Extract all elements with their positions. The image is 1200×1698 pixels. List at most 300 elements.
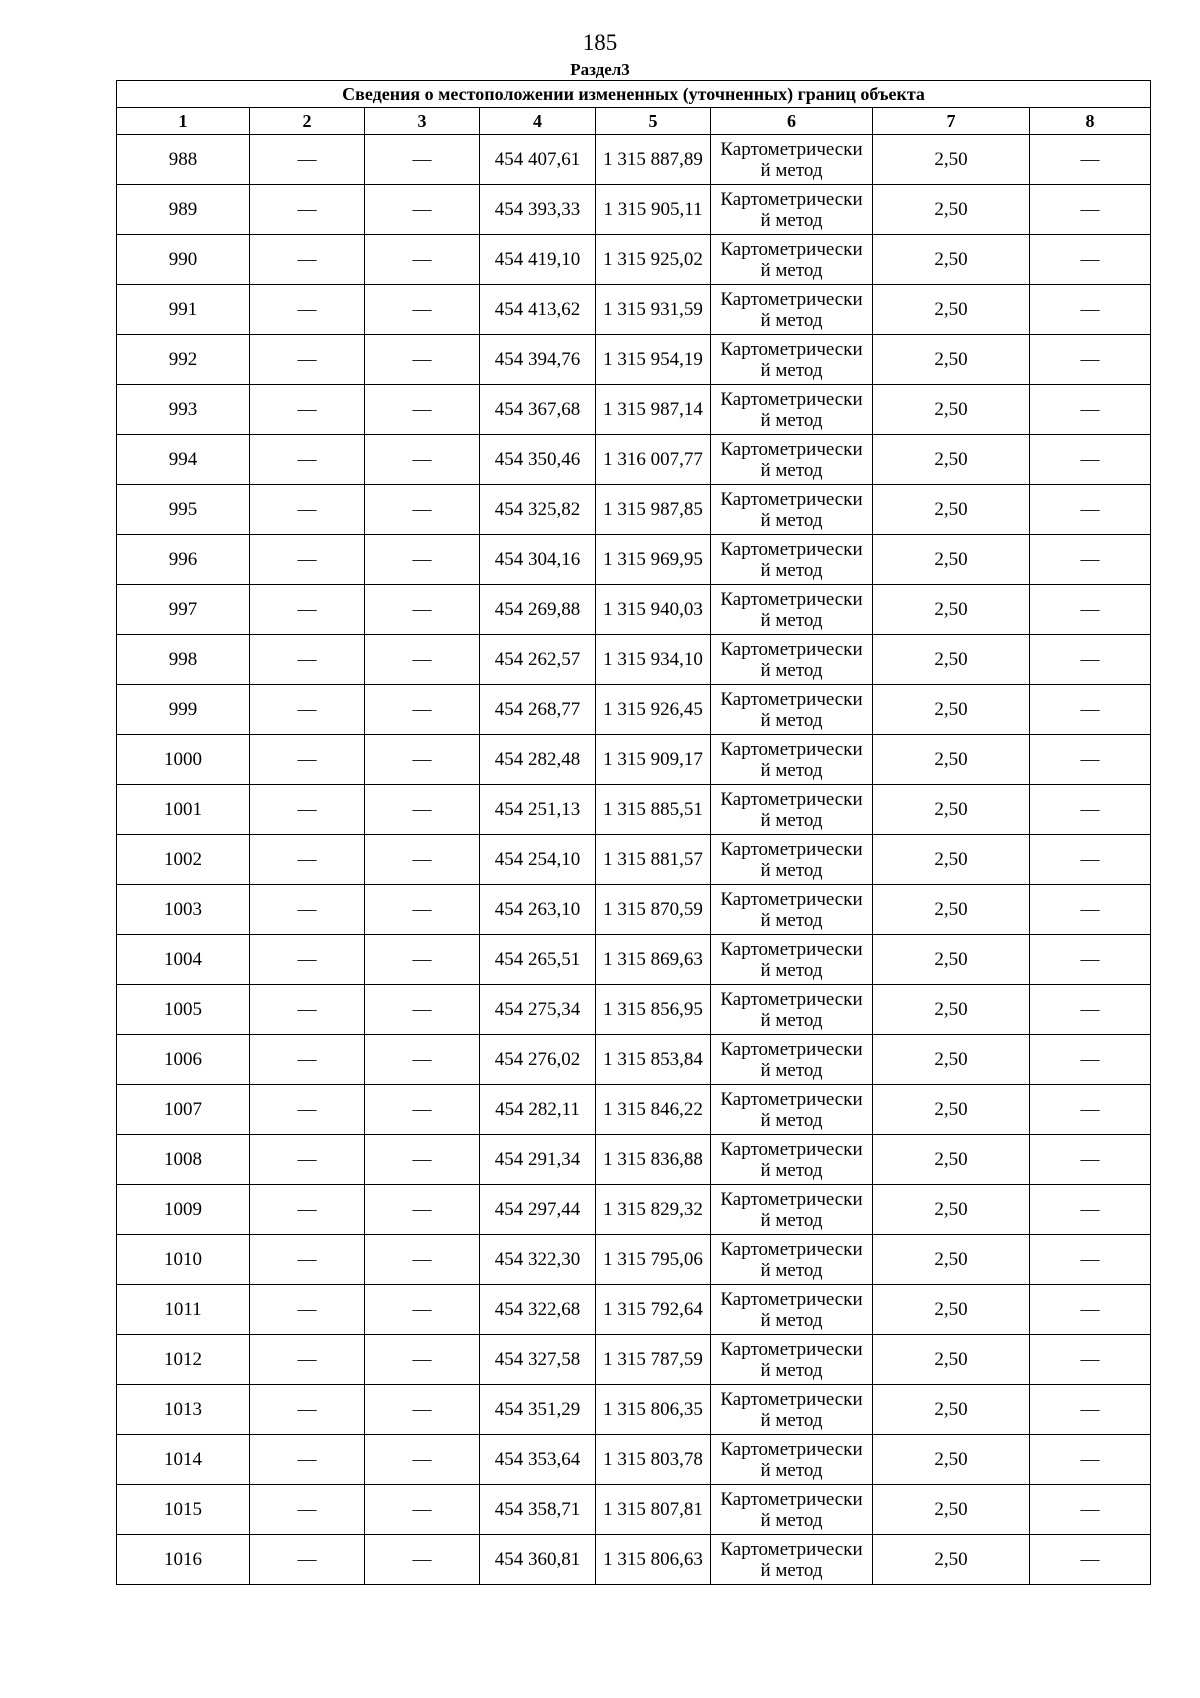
coordinate-y: 1 315 885,51 <box>596 785 711 835</box>
empty-cell: — <box>1030 1185 1151 1235</box>
method-cell <box>711 685 873 735</box>
accuracy-value: 2,50 <box>873 1385 1030 1435</box>
method-cell <box>711 1435 873 1485</box>
coordinate-x: 454 419,10 <box>480 235 596 285</box>
empty-cell: — <box>1030 1535 1151 1585</box>
empty-cell: — <box>1030 185 1151 235</box>
method-cell <box>711 785 873 835</box>
empty-cell: — <box>250 185 365 235</box>
empty-cell: — <box>1030 885 1151 935</box>
coordinate-y: 1 315 940,03 <box>596 585 711 635</box>
empty-cell: — <box>365 685 480 735</box>
table-row <box>117 735 1151 785</box>
method-cell <box>711 435 873 485</box>
table-row <box>117 385 1151 435</box>
empty-cell: — <box>1030 1135 1151 1185</box>
accuracy-value: 2,50 <box>873 1185 1030 1235</box>
coordinate-x: 454 276,02 <box>480 1035 596 1085</box>
method-line-1: Картометрически <box>720 1388 863 1410</box>
method-line-2: й метод <box>760 959 823 981</box>
column-number: 2 <box>250 108 365 135</box>
method-line-1: Картометрически <box>720 988 863 1010</box>
method-line-2: й метод <box>760 809 823 831</box>
accuracy-value: 2,50 <box>873 1285 1030 1335</box>
empty-cell: — <box>1030 635 1151 685</box>
coordinate-y: 1 315 846,22 <box>596 1085 711 1135</box>
method-line-1: Картометрически <box>720 1188 863 1210</box>
column-number: 3 <box>365 108 480 135</box>
coordinate-x: 454 269,88 <box>480 585 596 635</box>
page-number: 185 <box>582 30 618 55</box>
accuracy-value: 2,50 <box>873 1135 1030 1185</box>
method-cell <box>711 635 873 685</box>
table-caption: Сведения о местоположении измененных (уточненных) границ объекта <box>117 81 1151 108</box>
method-line-1: Картометрически <box>720 1438 863 1460</box>
coordinate-y: 1 315 870,59 <box>596 885 711 935</box>
empty-cell: — <box>250 835 365 885</box>
method-line-1: Картометрически <box>720 338 863 360</box>
accuracy-value: 2,50 <box>873 335 1030 385</box>
coordinate-x: 454 327,58 <box>480 1335 596 1385</box>
method-line-2: й метод <box>760 459 823 481</box>
empty-cell: — <box>365 1135 480 1185</box>
empty-cell: — <box>250 1485 365 1535</box>
coordinate-y: 1 315 934,10 <box>596 635 711 685</box>
empty-cell: — <box>365 735 480 785</box>
point-number: 1013 <box>117 1385 250 1435</box>
method-line-2: й метод <box>760 1059 823 1081</box>
empty-cell: — <box>1030 785 1151 835</box>
empty-cell: — <box>250 1535 365 1585</box>
point-number: 1016 <box>117 1535 250 1585</box>
method-line-2: й метод <box>760 709 823 731</box>
empty-cell: — <box>250 1135 365 1185</box>
table-row <box>117 635 1151 685</box>
empty-cell: — <box>1030 1085 1151 1135</box>
method-line-1: Картометрически <box>720 888 863 910</box>
accuracy-value: 2,50 <box>873 435 1030 485</box>
accuracy-value: 2,50 <box>873 285 1030 335</box>
empty-cell: — <box>250 685 365 735</box>
empty-cell: — <box>365 335 480 385</box>
method-line-1: Картометрически <box>720 938 863 960</box>
table-row <box>117 785 1151 835</box>
method-cell <box>711 1535 873 1585</box>
empty-cell: — <box>250 985 365 1035</box>
empty-cell: — <box>1030 1235 1151 1285</box>
table-row <box>117 1535 1151 1585</box>
accuracy-value: 2,50 <box>873 535 1030 585</box>
coordinate-x: 454 325,82 <box>480 485 596 535</box>
accuracy-value: 2,50 <box>873 485 1030 535</box>
empty-cell: — <box>1030 685 1151 735</box>
point-number: 991 <box>117 285 250 335</box>
empty-cell: — <box>1030 535 1151 585</box>
empty-cell: — <box>365 585 480 635</box>
method-line-1: Картометрически <box>720 388 863 410</box>
accuracy-value: 2,50 <box>873 935 1030 985</box>
empty-cell: — <box>250 1285 365 1335</box>
table-row <box>117 435 1151 485</box>
accuracy-value: 2,50 <box>873 1035 1030 1085</box>
accuracy-value: 2,50 <box>873 135 1030 185</box>
section-title: Раздел3 <box>570 60 630 79</box>
method-cell <box>711 1035 873 1085</box>
empty-cell: — <box>1030 435 1151 485</box>
point-number: 999 <box>117 685 250 735</box>
column-number: 6 <box>711 108 873 135</box>
method-line-1: Картометрически <box>720 288 863 310</box>
empty-cell: — <box>365 1085 480 1135</box>
point-number: 995 <box>117 485 250 535</box>
coordinate-y: 1 315 806,35 <box>596 1385 711 1435</box>
method-line-1: Картометрически <box>720 488 863 510</box>
method-cell <box>711 1235 873 1285</box>
empty-cell: — <box>250 1385 365 1435</box>
empty-cell: — <box>250 285 365 335</box>
method-cell <box>711 835 873 885</box>
coordinate-x: 454 282,48 <box>480 735 596 785</box>
empty-cell: — <box>365 235 480 285</box>
coordinate-x: 454 263,10 <box>480 885 596 935</box>
accuracy-value: 2,50 <box>873 985 1030 1035</box>
coordinate-x: 454 413,62 <box>480 285 596 335</box>
method-line-2: й метод <box>760 1359 823 1381</box>
coordinate-x: 454 322,68 <box>480 1285 596 1335</box>
coordinate-x: 454 393,33 <box>480 185 596 235</box>
point-number: 990 <box>117 235 250 285</box>
table-row <box>117 685 1151 735</box>
empty-cell: — <box>365 385 480 435</box>
point-number: 1006 <box>117 1035 250 1085</box>
method-line-2: й метод <box>760 659 823 681</box>
empty-cell: — <box>1030 1285 1151 1335</box>
method-cell <box>711 1085 873 1135</box>
accuracy-value: 2,50 <box>873 185 1030 235</box>
method-line-1: Картометрически <box>720 588 863 610</box>
empty-cell: — <box>1030 1035 1151 1085</box>
coordinate-x: 454 394,76 <box>480 335 596 385</box>
method-cell <box>711 335 873 385</box>
point-number: 993 <box>117 385 250 435</box>
empty-cell: — <box>365 1485 480 1535</box>
method-cell <box>711 1135 873 1185</box>
method-line-2: й метод <box>760 509 823 531</box>
coordinate-x: 454 367,68 <box>480 385 596 435</box>
method-cell <box>711 885 873 935</box>
table-row <box>117 1035 1151 1085</box>
empty-cell: — <box>250 1235 365 1285</box>
point-number: 1011 <box>117 1285 250 1335</box>
boundary-table <box>116 80 1151 1585</box>
point-number: 1009 <box>117 1185 250 1235</box>
empty-cell: — <box>250 785 365 835</box>
method-line-2: й метод <box>760 1109 823 1131</box>
column-number: 8 <box>1030 108 1151 135</box>
method-cell <box>711 1185 873 1235</box>
point-number: 992 <box>117 335 250 385</box>
method-line-2: й метод <box>760 1009 823 1031</box>
empty-cell: — <box>250 935 365 985</box>
accuracy-value: 2,50 <box>873 1335 1030 1385</box>
table-row <box>117 985 1151 1035</box>
point-number: 998 <box>117 635 250 685</box>
empty-cell: — <box>250 435 365 485</box>
table-row <box>117 235 1151 285</box>
empty-cell: — <box>365 135 480 185</box>
method-line-2: й метод <box>760 1459 823 1481</box>
method-line-1: Картометрически <box>720 788 863 810</box>
method-line-2: й метод <box>760 559 823 581</box>
empty-cell: — <box>250 885 365 935</box>
coordinate-x: 454 353,64 <box>480 1435 596 1485</box>
method-line-2: й метод <box>760 259 823 281</box>
method-line-1: Картометрически <box>720 188 863 210</box>
coordinate-x: 454 262,57 <box>480 635 596 685</box>
table-row <box>117 1185 1151 1235</box>
empty-cell: — <box>365 1035 480 1085</box>
coordinate-y: 1 315 853,84 <box>596 1035 711 1085</box>
table-row <box>117 1235 1151 1285</box>
coordinate-y: 1 315 969,95 <box>596 535 711 585</box>
coordinate-y: 1 315 926,45 <box>596 685 711 735</box>
coordinate-x: 454 265,51 <box>480 935 596 985</box>
method-line-1: Картометрически <box>720 1038 863 1060</box>
method-line-1: Картометрически <box>720 838 863 860</box>
coordinate-x: 454 322,30 <box>480 1235 596 1285</box>
coordinate-x: 454 282,11 <box>480 1085 596 1135</box>
empty-cell: — <box>1030 285 1151 335</box>
point-number: 1012 <box>117 1335 250 1385</box>
method-cell <box>711 485 873 535</box>
method-line-1: Картометрически <box>720 1238 863 1260</box>
method-line-2: й метод <box>760 759 823 781</box>
method-line-2: й метод <box>760 1509 823 1531</box>
coordinate-y: 1 315 925,02 <box>596 235 711 285</box>
coordinate-y: 1 315 792,64 <box>596 1285 711 1335</box>
coordinate-x: 454 254,10 <box>480 835 596 885</box>
coordinate-y: 1 315 829,32 <box>596 1185 711 1235</box>
method-line-2: й метод <box>760 1159 823 1181</box>
empty-cell: — <box>1030 1335 1151 1385</box>
accuracy-value: 2,50 <box>873 585 1030 635</box>
method-line-1: Картометрически <box>720 1138 863 1160</box>
empty-cell: — <box>250 635 365 685</box>
point-number: 1001 <box>117 785 250 835</box>
coordinate-y: 1 315 987,14 <box>596 385 711 435</box>
coordinate-x: 454 351,29 <box>480 1385 596 1435</box>
empty-cell: — <box>1030 835 1151 885</box>
method-cell <box>711 385 873 435</box>
empty-cell: — <box>365 835 480 885</box>
accuracy-value: 2,50 <box>873 1235 1030 1285</box>
method-line-1: Картометрически <box>720 138 863 160</box>
empty-cell: — <box>365 435 480 485</box>
empty-cell: — <box>250 335 365 385</box>
empty-cell: — <box>250 1185 365 1235</box>
point-number: 1002 <box>117 835 250 885</box>
coordinate-x: 454 291,34 <box>480 1135 596 1185</box>
accuracy-value: 2,50 <box>873 835 1030 885</box>
empty-cell: — <box>1030 585 1151 635</box>
method-cell <box>711 935 873 985</box>
coordinate-x: 454 358,71 <box>480 1485 596 1535</box>
empty-cell: — <box>250 485 365 535</box>
coordinate-y: 1 315 905,11 <box>596 185 711 235</box>
method-line-2: й метод <box>760 859 823 881</box>
empty-cell: — <box>365 935 480 985</box>
coordinate-x: 454 297,44 <box>480 1185 596 1235</box>
empty-cell: — <box>250 1435 365 1485</box>
empty-cell: — <box>365 1185 480 1235</box>
table-row <box>117 1085 1151 1135</box>
empty-cell: — <box>1030 1385 1151 1435</box>
empty-cell: — <box>365 535 480 585</box>
method-line-2: й метод <box>760 159 823 181</box>
method-cell <box>711 285 873 335</box>
empty-cell: — <box>365 1435 480 1485</box>
coordinate-x: 454 275,34 <box>480 985 596 1035</box>
empty-cell: — <box>365 485 480 535</box>
accuracy-value: 2,50 <box>873 1085 1030 1135</box>
method-line-1: Картометрически <box>720 1088 863 1110</box>
method-cell <box>711 185 873 235</box>
method-cell <box>711 235 873 285</box>
method-line-1: Картометрически <box>720 538 863 560</box>
accuracy-value: 2,50 <box>873 735 1030 785</box>
accuracy-value: 2,50 <box>873 235 1030 285</box>
method-cell <box>711 1485 873 1535</box>
table-row <box>117 1135 1151 1185</box>
table-row <box>117 135 1151 185</box>
coordinate-x: 454 251,13 <box>480 785 596 835</box>
method-line-1: Картометрически <box>720 1338 863 1360</box>
empty-cell: — <box>250 135 365 185</box>
empty-cell: — <box>365 1235 480 1285</box>
point-number: 997 <box>117 585 250 635</box>
empty-cell: — <box>250 1335 365 1385</box>
empty-cell: — <box>250 1085 365 1135</box>
empty-cell: — <box>250 1035 365 1085</box>
empty-cell: — <box>365 885 480 935</box>
method-line-1: Картометрически <box>720 638 863 660</box>
empty-cell: — <box>365 285 480 335</box>
method-cell <box>711 585 873 635</box>
accuracy-value: 2,50 <box>873 1435 1030 1485</box>
coordinate-y: 1 315 795,06 <box>596 1235 711 1285</box>
method-line-2: й метод <box>760 1409 823 1431</box>
empty-cell: — <box>1030 235 1151 285</box>
empty-cell: — <box>365 1285 480 1335</box>
table-row <box>117 285 1151 335</box>
empty-cell: — <box>365 185 480 235</box>
empty-cell: — <box>250 735 365 785</box>
point-number: 1007 <box>117 1085 250 1135</box>
empty-cell: — <box>1030 135 1151 185</box>
method-cell <box>711 535 873 585</box>
method-line-2: й метод <box>760 909 823 931</box>
method-line-1: Картометрически <box>720 1538 863 1560</box>
point-number: 996 <box>117 535 250 585</box>
point-number: 1003 <box>117 885 250 935</box>
coordinate-x: 454 407,61 <box>480 135 596 185</box>
method-line-1: Картометрически <box>720 438 863 460</box>
table-row <box>117 885 1151 935</box>
point-number: 1000 <box>117 735 250 785</box>
method-line-1: Картометрически <box>720 688 863 710</box>
method-cell <box>711 1285 873 1335</box>
empty-cell: — <box>365 1535 480 1585</box>
coordinate-y: 1 315 909,17 <box>596 735 711 785</box>
point-number: 988 <box>117 135 250 185</box>
accuracy-value: 2,50 <box>873 635 1030 685</box>
coordinate-y: 1 315 869,63 <box>596 935 711 985</box>
column-number: 5 <box>596 108 711 135</box>
coordinate-x: 454 360,81 <box>480 1535 596 1585</box>
empty-cell: — <box>250 585 365 635</box>
method-line-2: й метод <box>760 1209 823 1231</box>
empty-cell: — <box>365 635 480 685</box>
accuracy-value: 2,50 <box>873 1485 1030 1535</box>
method-cell <box>711 1385 873 1435</box>
method-line-2: й метод <box>760 209 823 231</box>
accuracy-value: 2,50 <box>873 385 1030 435</box>
empty-cell: — <box>250 385 365 435</box>
accuracy-value: 2,50 <box>873 785 1030 835</box>
accuracy-value: 2,50 <box>873 1535 1030 1585</box>
point-number: 989 <box>117 185 250 235</box>
table-row <box>117 335 1151 385</box>
column-number: 4 <box>480 108 596 135</box>
empty-cell: — <box>1030 485 1151 535</box>
point-number: 1014 <box>117 1435 250 1485</box>
method-line-1: Картометрически <box>720 1288 863 1310</box>
table-row <box>117 585 1151 635</box>
point-number: 994 <box>117 435 250 485</box>
coordinate-y: 1 315 803,78 <box>596 1435 711 1485</box>
coordinate-y: 1 315 881,57 <box>596 835 711 885</box>
coordinate-y: 1 315 807,81 <box>596 1485 711 1535</box>
accuracy-value: 2,50 <box>873 885 1030 935</box>
table-row <box>117 485 1151 535</box>
method-line-2: й метод <box>760 309 823 331</box>
table-row <box>117 1285 1151 1335</box>
table-row <box>117 535 1151 585</box>
method-line-2: й метод <box>760 609 823 631</box>
table-body <box>117 135 1151 1585</box>
method-line-2: й метод <box>760 359 823 381</box>
empty-cell: — <box>365 985 480 1035</box>
coordinate-y: 1 315 806,63 <box>596 1535 711 1585</box>
table-row <box>117 1485 1151 1535</box>
method-cell <box>711 985 873 1035</box>
point-number: 1004 <box>117 935 250 985</box>
column-number: 7 <box>873 108 1030 135</box>
coordinate-y: 1 315 987,85 <box>596 485 711 535</box>
method-line-2: й метод <box>760 1259 823 1281</box>
method-line-2: й метод <box>760 409 823 431</box>
point-number: 1005 <box>117 985 250 1035</box>
empty-cell: — <box>1030 1435 1151 1485</box>
coordinate-y: 1 315 931,59 <box>596 285 711 335</box>
method-line-1: Картометрически <box>720 738 863 760</box>
empty-cell: — <box>1030 385 1151 435</box>
method-cell <box>711 1335 873 1385</box>
coordinate-y: 1 316 007,77 <box>596 435 711 485</box>
coordinate-y: 1 315 954,19 <box>596 335 711 385</box>
method-line-1: Картометрически <box>720 238 863 260</box>
table-row <box>117 185 1151 235</box>
